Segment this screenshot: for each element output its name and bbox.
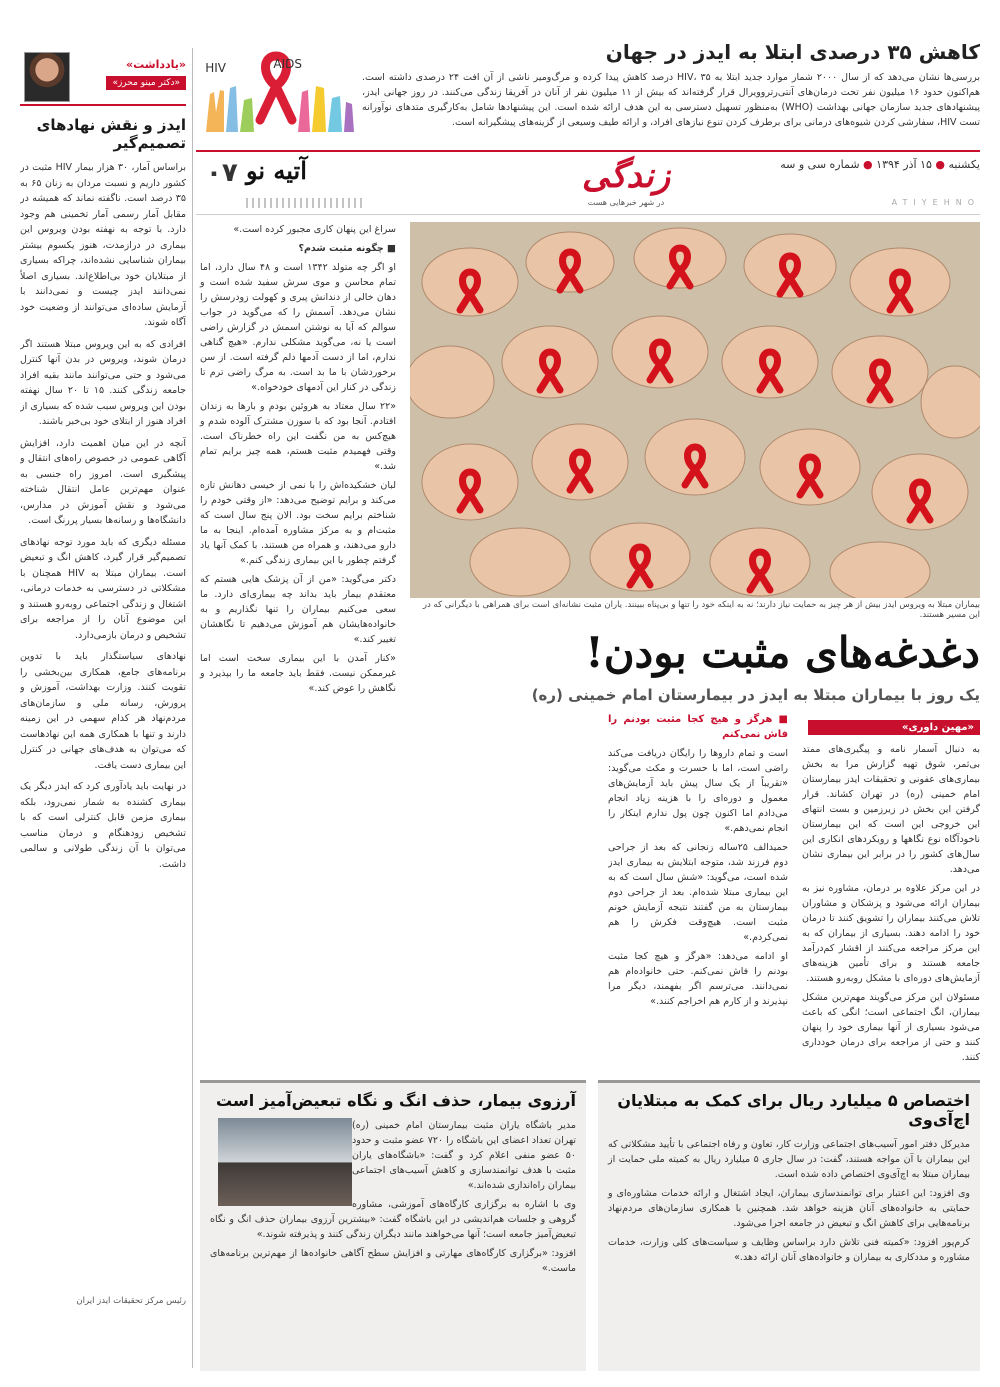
article-continuation-column xyxy=(200,222,396,700)
box-paragraph: کرم‌پور افزود: «کمیته فنی تلاش دارد براساس وظایف و سیاست‌های کلی وزارت، خدمات مشاوره و مددکاری به بیماران و خانواده‌های آنان ارائه دهد.» xyxy=(608,1237,970,1263)
page-number: ۰۷ xyxy=(206,158,238,188)
headline-deck: یک روز با بیماران مبتلا به ایدز در بیمارستان امام خمینی (ره) xyxy=(531,686,980,704)
patient-wish-title: آرزوی بیمار، حذف انگ و نگاه تبعیض‌آمیز است xyxy=(216,1091,576,1110)
article-paragraph: «کنار آمدن با این بیماری سخت است اما غیرممکن نیست. فقط باید جامعه ما را بپذیرد و نگاهش را عوض کند.» xyxy=(200,653,396,694)
opinion-kicker: «یادداشت» xyxy=(126,58,186,71)
opinion-body xyxy=(20,160,186,1290)
opinion-paragraph: مسئله دیگری که باید مورد توجه نهادهای تصمیم‌گیر قرار گیرد، کاهش انگ و تبعیض است. بیماران مبتلا به HIV همچنان با مشکلاتی در دسترسی به خدمات درمانی، اشتغال و زندگی اجتماعی روبه‌رو هستند و این موضوع آنان را از مراجعه برای تشخیص و درمان بازمی‌دارد. xyxy=(20,536,186,641)
opinion-paragraph: نهادهای سیاستگذار باید با تدوین برنامه‌های جامع، همکاری بین‌بخشی را تقویت کنند. وزارت بهداشت، آموزش و پرورش، رسانه ملی و سازمان‌های مردم‌نهاد هر کدام سهمی در این زمینه دارند و تنها با همکاری همه این نهادهاست که می‌توان به هدف‌های جهانی در کنترل این بیماری دست یافت. xyxy=(20,651,186,771)
section-tagline: در شهر خبرهایی هست xyxy=(587,198,665,207)
date: ۱۵ آذر ۱۳۹۴ xyxy=(876,158,932,171)
art-aids-label: AIDS xyxy=(273,57,302,71)
article-paragraph: «۲۲ سال معتاد به هروئین بودم و بارها به زندان افتادم. آنجا بود که با سوزن مشترک آلوده شدم و هیچ‌کس به من نگفت این راه خطرناک است. وقتی فهمیدم مثبت هستم، همه چیز برایم تمام شد.» xyxy=(200,401,396,472)
article-column-middle xyxy=(608,712,788,1067)
funding-news-text xyxy=(598,1137,980,1265)
article-paragraph: مسئولان این مرکز می‌گویند مهم‌ترین مشکل بیماران، انگ اجتماعی است؛ انگی که باعث می‌شود بسیاری از آنها بیماری خود را پنهان کنند و حتی از مراجعه برای درمان خودداری کنند. xyxy=(802,992,980,1063)
separator-dot-icon: ● xyxy=(863,158,873,171)
top-news-text: بررسی‌ها نشان می‌دهد که از سال ۲۰۰۰ شمار موارد جدید ابتلا به HIV، ۳۵ درصد کاهش پیدا کرده و مرگ‌ومیر ناشی از آن افت ۲۴ درصدی داشته است. هم‌اکنون حدود ۱۶ میلیون نفر تحت درمان‌های آنتی‌رتروویرال قرار گرفته‌اند که بیش از ۱۱ میلیون نفر از آنان در آفریقا زندگی می‌کنند. در روز جهانی ایدز، پیشنهادهای جدید سازمان جهانی بهداشت (WHO) به‌منظور تسهیل دسترسی به این هدف ارائه شده است. این پیشنهادها شامل به‌کارگیری متدهای نوآورانه تست HIV، سفارشی کردن شیوه‌های درمانی برای برطرف کردن تنوع نیازهای افراد، و ارائه طیف وسیعی از گزینه‌های پیشگیرانه است. xyxy=(362,72,981,128)
aids-ribbon-illustration xyxy=(196,42,356,134)
opinion-title: ایدز و نقش نهادهای تصمیم‌گیر xyxy=(36,116,186,152)
main-headline: دغدغه‌های مثبت بودن! xyxy=(585,628,980,677)
masthead xyxy=(196,150,980,215)
opinion-paragraph: در نهایت باید یادآوری کرد که ایدز دیگر یک بیماری کشنده به شمار نمی‌رود، بلکه بیماری مزمن قابل کنترلی است که با تشخیص زودهنگام و درمان مناسب می‌توان با آن زندگی طولانی و سالمی داشت. xyxy=(20,781,186,870)
box-paragraph: افزود: «برگزاری کارگاه‌های مهارتی و افزایش سطح آگاهی خانواده‌ها از مهم‌ترین برنامه‌های ماست.» xyxy=(210,1248,576,1274)
opinion-paragraph: آنچه در این میان اهمیت دارد، افزایش آگاهی عمومی در خصوص راه‌های انتقال و پیشگیری است. امروز راه جنسی به عنوان مهم‌ترین عامل انتقال شناخته می‌شود و نقش آموزش در مدارس، دانشگاه‌ها و رسانه‌ها بسیار پررنگ است. xyxy=(20,437,186,526)
article-paragraph: در این مرکز علاوه بر درمان، مشاوره نیز به بیماران ارائه می‌شود و پزشکان و مشاوران تلاش می‌کنند بیماران را تشویق کنند تا درمان خود را ادامه دهند. بسیاری از بیماران که به این مرکز مراجعه می‌کنند از اقشار کم‌درآمد جامعه هستند و برای تأمین هزینه‌های آزمایش‌های دوره‌ای با مشکل روبه‌رو هستند. xyxy=(802,883,980,984)
opinion-column xyxy=(20,48,193,1368)
funding-news-box xyxy=(598,1080,980,1371)
funding-news-title: اختصاص ۵ میلیارد ریال برای کمک به مبتلایان اچ‌آی‌وی xyxy=(617,1091,970,1129)
article-paragraph: او اگر چه متولد ۱۳۴۲ است و ۴۸ سال دارد، اما تمام محاسن و موی سرش سفید شده است و دهان خالی از دندانش پیری و کهولت زودرسش را نشان می‌دهد. آسمش را که می‌گوید در جواب سوالم که آیا به نوشتن اسمش در گزارش راضی است یا نه، می‌گوید مشکلی ندارم. «هیچ گناهی ندارم، اما از دست آدمها دلم گرفته است. از سن برخوردشان با ما بد است. به مرگ راضی ترم تا زندگی در کنار این آدمهای خودخواه.» xyxy=(200,262,397,393)
box-paragraph: مدیرکل دفتر امور آسیب‌های اجتماعی وزارت کار، تعاون و رفاه اجتماعی با تأیید مشکلاتی که این بیماران با آن مواجه هستند، گفت: در سال جاری ۵ میلیارد ریال به کمیته ملی حمایت از بیماران مبتلا به اچ‌آی‌وی اختصاص داده شده است. xyxy=(608,1139,970,1180)
separator-dot-icon: ● xyxy=(935,158,945,171)
top-news-title: کاهش ۳۵ درصدی ابتلا به ایدز در جهان xyxy=(605,40,980,64)
patient-wish-text xyxy=(200,1118,586,1276)
date-day: یکشنبه xyxy=(948,158,980,171)
box-paragraph: وی افزود: این اعتبار برای توانمندسازی بیماران، ایجاد اشتغال و ارائه خدمات مشاوره‌ای و حمایتی به خانواده‌های آنان هزینه خواهد شد. همچنین با همکاری سازمان‌های مردم‌نهاد برنامه‌هایی برای کاهش انگ و تبعیض در جامعه اجرا می‌شود. xyxy=(608,1188,970,1229)
opinion-author: «دکتر مینو محرز» xyxy=(106,76,186,90)
photo-caption: بیماران مبتلا به ویروس ایدز بیش از هر چیز به حمایت نیاز دارند؛ نه به اینکه خود را تنها و بی‌پناه ببینند. یاران مثبت نشانه‌ای است برای همراهی با دیگرانی که در این مسیر هستند. xyxy=(422,600,980,620)
article-subheading: ■ هرگز و هیچ کجا مثبت بودنم را فاش نمی‌کنم xyxy=(608,714,788,740)
top-news xyxy=(362,40,980,150)
box-paragraph: وی با اشاره به برگزاری کارگاه‌های آموزشی، مشاوره گروهی و جلسات هم‌اندیشی در این باشگاه گفت: «بیشترین آرزوی بیماران حذف انگ و نگاه تبعیض‌آمیز جامعه است؛ آنها می‌خواهند مانند دیگران زندگی کنند و پذیرفته شوند.» xyxy=(210,1199,576,1240)
article-byline: «مهین داوری» xyxy=(808,720,980,735)
opinion-paragraph: براساس آمار، ۳۰ هزار بیمار HIV مثبت در کشور داریم و نسبت مردان به زنان ۶۵ به ۳۵ درصد است. ناگفته نماند که همیشه در مقابل آمار رسمی آمار تخمینی هم وجود دارد. با توجه به نهفته بودن ویروس این بیماری در درازمدت، هنوز یکسوم بیشتر بیماران شناسایی نشده‌اند، چراکه بسیاری از مبتلایان خود بی‌اطلاع‌اند. بسیاری اصلاً نمی‌دانند ایدز چیست و نمی‌دانند با آزمایش ساده‌ای می‌توانند از وضعیت خود آگاه شوند. xyxy=(20,162,186,328)
article-paragraph: حمیدالف ۲۵ساله زنجانی که بعد از جراحی دوم فرزند شد، متوجه ابتلایش به بیماری ایدز شده است، می‌گوید: «شش سال است که به این بیماری مبتلا شده‌ام. بعد از جراحی دوم بیمارستان به من گفتند نتیجه آزمایش خونم مثبت است. هیچ‌وقت فکرش را هم نمی‌کردم.» xyxy=(608,842,788,943)
section-logo: زندگی xyxy=(581,156,671,196)
opinion-footer: رئیس مرکز تحقیقات ایدز ایران xyxy=(76,1296,186,1306)
issue-number: شماره سی و سه xyxy=(780,158,860,171)
opinion-header xyxy=(20,48,186,106)
latin-strip: ATIYEHNO xyxy=(891,198,980,207)
article-paragraph: دکتر می‌گوید: «من از آن پزشک هایی هستم که معتقدم بیمار باید بداند چه بیماری‌ای دارد. ما سعی می‌کنیم بیماران را تنها نگذاریم و به خانواده‌هایشان هم آموزش می‌دهیم تا نگاهشان تغییر کند.» xyxy=(200,574,396,645)
box-paragraph: مدیر باشگاه یاران مثبت بیمارستان امام خمینی (ره) تهران تعداد اعضای این باشگاه را ۷۲۰ عضو مثبت و حدود ۵۰ عضو منفی اعلام کرد و گفت: «باشگاه‌های یاران مثبت با هدف توانمندسازی و کاهش آسیب‌های اجتماعی بیماران راه‌اندازی شده‌اند.» xyxy=(352,1120,576,1191)
art-hiv-label: HIV xyxy=(205,61,226,75)
article-subheading: ■ چگونه مثبت شدم؟ xyxy=(298,243,396,254)
newspaper-name: آتیه نو xyxy=(246,156,307,185)
article-paragraph: است و تمام داروها را رایگان دریافت می‌کند راضی است، اما با حسرت و مکث می‌گوید: «تقریباً از یک سال پیش باید آزمایش‌های معمول و دوره‌ای را با هزینه زیاد انجام می‌دادم اما اکنون چون پول ندارم اینکار را انجام نمی‌دهم.» xyxy=(608,748,788,834)
opinion-paragraph: افرادی که به این ویروس مبتلا هستند اگر درمان شوند، ویروس در بدن آنها کنترل می‌شود و حتی می‌توانند مانند بقیه افراد جامعه زندگی کنند. ۱۵ تا ۲۰ سال نهفته بودن این ویروس سبب شده که بسیاری از افراد هنوز از ابتلای خود بی‌خبر باشند. xyxy=(20,338,186,427)
article-column-right xyxy=(802,742,980,1067)
hands-ribbons-photo xyxy=(410,222,980,598)
group-photo xyxy=(218,1118,352,1206)
patient-wish-box xyxy=(200,1080,586,1371)
author-photo xyxy=(24,52,70,102)
decorative-strip xyxy=(246,198,366,208)
issue-date-line xyxy=(780,158,980,171)
article-paragraph: سراغ این پنهان کاری مجبور کرده است.» xyxy=(233,224,396,235)
article-paragraph: به دنبال آسمار نامه و پیگیری‌های ممتد بی‌ثمر، شوق تهیه گزارش مرا به بخش بیماری‌های عفونی و تحقیقات ایدز بیمارستان امام خمینی (ره) در تهران کشاند. قرار گرفتن این بخش در زیرزمین و بست انتهای این خروجی این است که این بیمارستان ناخودآگاه نوع نگاهها و رویکردهای انکاری این سال‌های کشور را در برابر این بیماری نشان می‌دهد. xyxy=(802,744,980,875)
article-paragraph: او ادامه می‌دهد: «هرگز و هیچ کجا مثبت بودنم را فاش نمی‌کنم. حتی خانواده‌ام هم نمی‌دانند. می‌ترسم اگر بفهمند، دیگر مرا نپذیرند و از کارم هم اخراجم کنند.» xyxy=(608,951,788,1007)
article-paragraph: لبان خشکیده‌اش را با نمی از خیسی دهانش تازه می‌کند و برایم توضیح می‌دهد: «از وقتی خودم را شناختم برایم سخت بود. الان پنج سال است که مثبت‌ام و به مرکز مشاوره آمده‌ام. اینجا به ما دارو می‌دهند، و همراه من هستند. با کمک آنها یاد گرفتم چطور با این بیماری زندگی کنم.» xyxy=(200,480,396,566)
